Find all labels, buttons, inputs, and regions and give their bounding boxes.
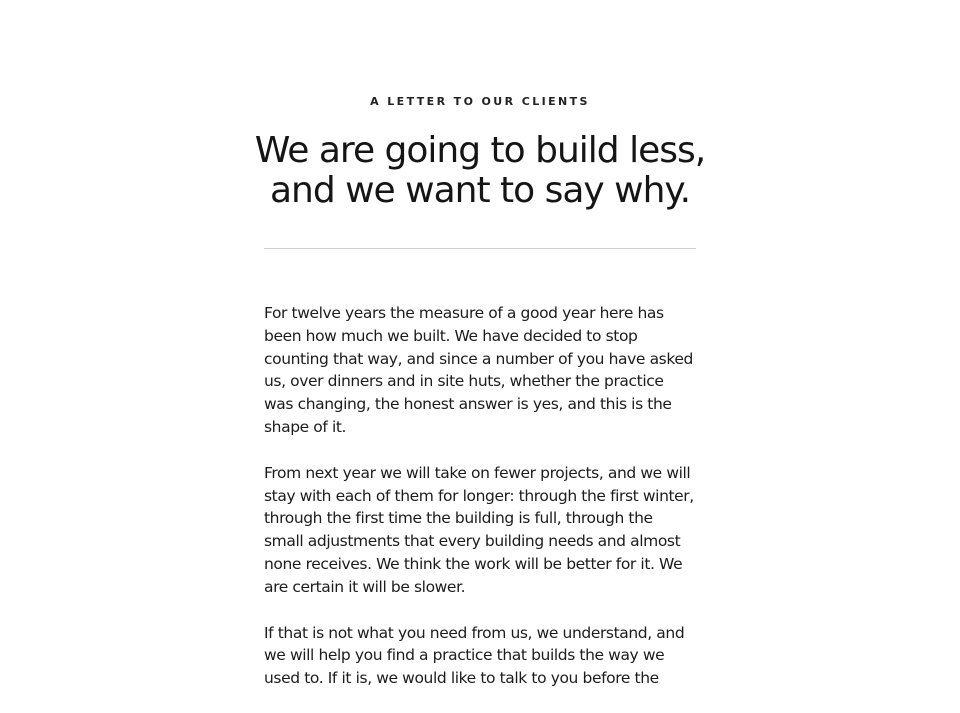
body-paragraph [264,622,698,690]
letter-body [264,302,698,713]
eyebrow-label: A LETTER TO OUR CLIENTS [370,95,590,108]
paragraph-line: are certain it will be slower. [264,577,466,596]
page-title [244,131,716,211]
paragraph-line: was changing, the honest answer is yes, and this is the [264,395,672,414]
paragraph-line: through the first time the building is full, through the [264,509,653,528]
paragraph-line: counting that way, and since a number of you have asked [264,349,693,368]
paragraph-line: If that is not what you need from us, we understand, and [264,623,685,642]
headline-line: and we want to say why. [269,170,691,211]
paragraph-line: stay with each of them for longer: through the first winter, [264,486,694,505]
paragraph-line: shape of it. [264,417,347,436]
body-paragraph [264,302,698,439]
headline-line: We are going to build less, [254,130,706,171]
divider [264,248,696,249]
paragraph-line: been how much we built. We have decided to stop [264,326,638,345]
paragraph-line: small adjustments that every building needs and almost [264,532,681,551]
paragraph-line: From next year we will take on fewer projects, and we will [264,463,691,482]
paragraph-line: used to. If it is, we would like to talk to you before the [264,669,659,688]
paragraph-line: we will help you find a practice that builds the way we [264,646,665,665]
paragraph-line: none receives. We think the work will be better for it. We [264,554,683,573]
body-paragraph [264,462,698,599]
paragraph-line: For twelve years the measure of a good year here has [264,304,664,322]
paragraph-line: us, over dinners and in site huts, whether the practice [264,372,664,391]
